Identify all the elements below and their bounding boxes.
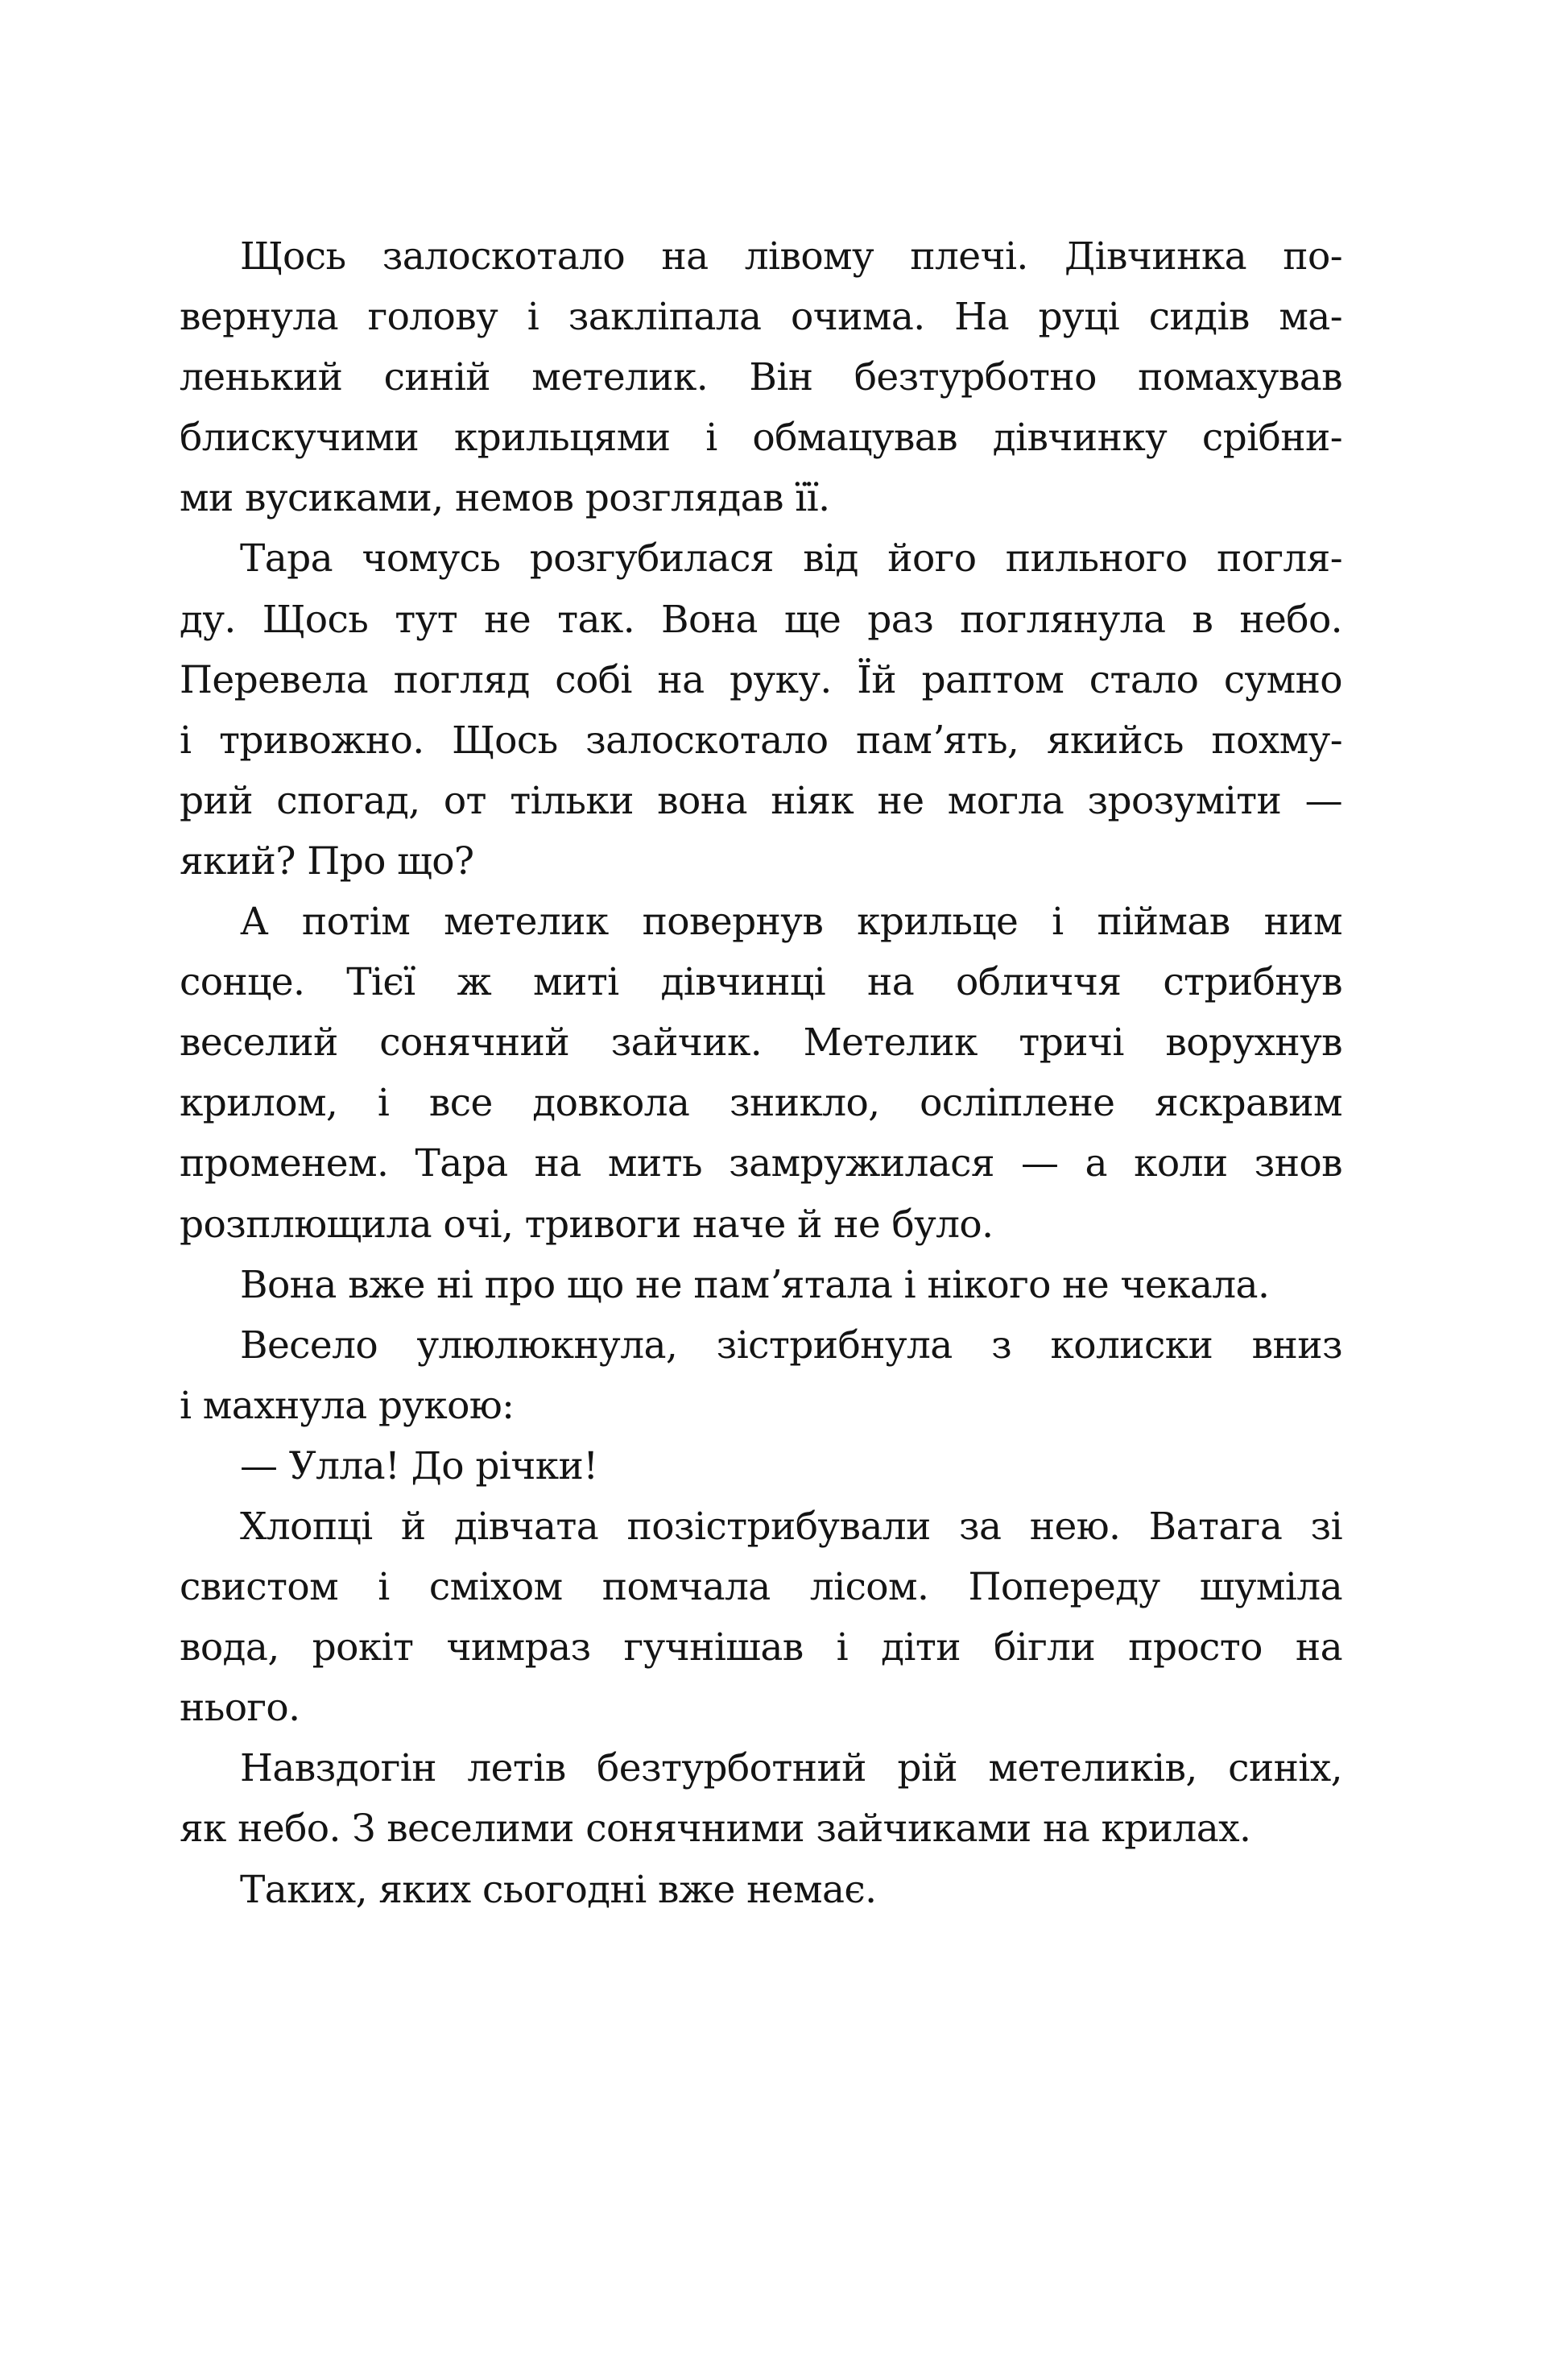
paragraph-6-dialogue <box>180 1436 1342 1496</box>
text-line: Вона вже ні про що не памʼятала і нікого не чекала. <box>240 1262 1270 1307</box>
text-line: Тара чомусь розгубилася від його пильного погля- <box>240 536 1342 582</box>
text-line: Хлопці й дівчата позістрибували за нею. Ватага зі <box>240 1504 1342 1549</box>
text-line: і тривожно. Щось залоскотало памʼять, якийсь похму- <box>180 718 1342 763</box>
text-line: веселий сонячний зайчик. Метелик тричі ворухнув <box>180 1020 1342 1066</box>
text-line: Таких, яких сьогодні вже немає. <box>240 1867 877 1912</box>
text-line: рий спогад, от тільки вона ніяк не могла зрозуміти — <box>180 778 1342 823</box>
text-line: Перевела погляд собі на руку. Їй раптом стало сумно <box>180 657 1342 702</box>
text-line: Весело улюлюкнула, зістрибнула з колиски вниз <box>240 1322 1342 1368</box>
text-line: і махнула рукою: <box>180 1383 515 1428</box>
text-line: блискучими крильцями і обмацував дівчинку срібни- <box>180 416 1342 461</box>
dialogue-line: — Улла! До річки! <box>240 1443 598 1488</box>
text-line: ду. Щось тут не так. Вона ще раз поглянула в небо. <box>180 597 1342 642</box>
paragraph-1 <box>180 226 1342 528</box>
text-line: Навздогін летів безтурботний рій метеликів, синіх, <box>240 1746 1342 1791</box>
text-line: крилом, і все довкола зникло, осліплене яскравим <box>180 1081 1342 1126</box>
paragraph-8 <box>180 1738 1342 1859</box>
text-line: ленький синій метелик. Він безтурботно помахував <box>180 355 1342 400</box>
paragraph-5 <box>180 1315 1342 1436</box>
paragraph-7 <box>180 1496 1342 1738</box>
text-line: ми вусиками, немов розглядав її. <box>180 476 830 521</box>
text-line: вода, рокіт чимраз гучнішав і діти бігли просто на <box>180 1625 1342 1670</box>
body-text <box>180 226 1342 1920</box>
text-line: розплющила очі, тривоги наче й не було. <box>180 1202 994 1247</box>
text-line: вернула голову і закліпала очима. На руці сидів ма- <box>180 295 1342 340</box>
text-line: свистом і сміхом помчала лісом. Попереду шуміла <box>180 1565 1342 1610</box>
paragraph-3 <box>180 892 1342 1255</box>
text-line: Щось залоскотало на лівому плечі. Дівчинка по- <box>240 234 1342 279</box>
paragraph-4 <box>180 1255 1342 1315</box>
text-line: сонце. Тієї ж миті дівчинці на обличчя стрибнув <box>180 960 1342 1005</box>
text-line: нього. <box>180 1686 300 1731</box>
text-line: який? Про що? <box>180 838 474 884</box>
text-line: А потім метелик повернув крильце і піймав ним <box>240 900 1342 945</box>
text-line: як небо. З веселими сонячними зайчиками на крилах. <box>180 1807 1251 1852</box>
paragraph-9 <box>180 1860 1342 1920</box>
paragraph-2 <box>180 528 1342 892</box>
text-line: променем. Тара на мить замружилася — а коли знов <box>180 1141 1342 1186</box>
